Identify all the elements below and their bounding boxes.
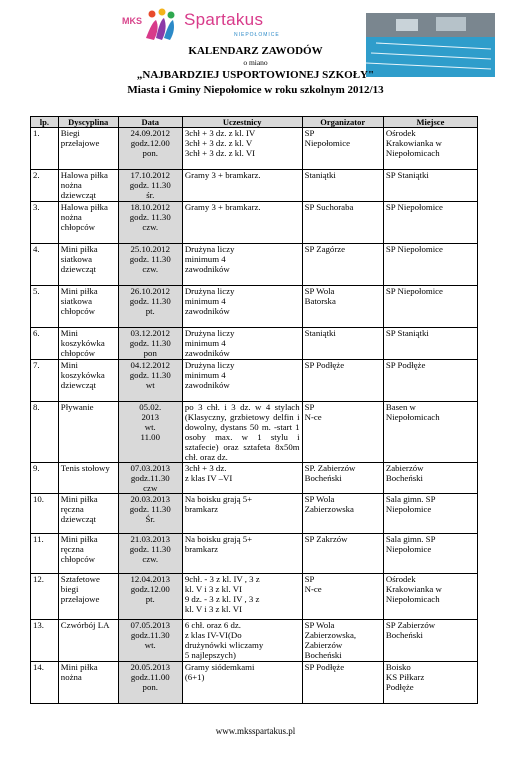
cell-data: 07.05.2013 godz.11.30 wt. <box>118 620 182 662</box>
table-row <box>31 534 478 574</box>
cell-lp: 4. <box>31 244 59 286</box>
heading-line-1: „NAJBARDZIEJ USPORTOWIONEJ SZKOŁY" <box>136 69 375 81</box>
cell-lp: 1. <box>31 128 59 170</box>
column-header: Organizator <box>302 117 383 128</box>
cell-uczestnicy: Drużyna liczy minimum 4 zawodników <box>182 328 302 360</box>
cell-miejsce: Zabierzów Bocheński <box>383 463 477 494</box>
cell-uczestnicy: 9chł. - 3 z kl. IV , 3 z kl. V i 3 z kl. VI 9 dz. - 3 z kl. IV , 3 z kl. V i 3 z kl. VI <box>182 574 302 620</box>
cell-dyscyplina: Czwórbój LA <box>58 620 118 662</box>
table-row <box>31 286 478 328</box>
table-row <box>31 328 478 360</box>
cell-data: 20.03.2013 godz. 11.30 Śr. <box>118 494 182 534</box>
cell-data: 25.10.2012 godz. 11.30 czw. <box>118 244 182 286</box>
cell-uczestnicy: po 3 chł. i 3 dz. w 4 stylach (Klasyczny, grzbietowy delfin i dowolny, dystans 50 m. -start 1 osoby max. w 1 stylu i sztafecie) oraz sztafeta 8x50m chł. oraz dz. <box>182 402 302 463</box>
table-row <box>31 574 478 620</box>
table-row <box>31 128 478 170</box>
cell-uczestnicy: Gramy siódemkami (6+1) <box>182 662 302 704</box>
cell-miejsce: SP Niepołomice <box>383 202 477 244</box>
cell-miejsce: SP Staniątki <box>383 170 477 202</box>
table-row <box>31 662 478 704</box>
cell-organizator: SP Wola Zabierzowska, Zabierzów Bocheński <box>302 620 383 662</box>
cell-lp: 14. <box>31 662 59 704</box>
cell-dyscyplina: Mini piłka ręczna chłopców <box>58 534 118 574</box>
cell-data: 07.03.2013 godz.11.30 czw <box>118 463 182 494</box>
table-row <box>31 463 478 494</box>
cell-lp: 8. <box>31 402 59 463</box>
page-title: KALENDARZ ZAWODÓW <box>188 45 323 57</box>
column-header: Data <box>118 117 182 128</box>
cell-dyscyplina: Biegi przełajowe <box>58 128 118 170</box>
cell-miejsce: SP Podłęże <box>383 360 477 402</box>
logo-subtitle: NIEPOŁOMICE <box>234 32 280 38</box>
cell-miejsce: SP Niepołomice <box>383 244 477 286</box>
cell-dyscyplina: Tenis stołowy <box>58 463 118 494</box>
column-header: Uczestnicy <box>182 117 302 128</box>
cell-lp: 9. <box>31 463 59 494</box>
footer-url: www.mksspartakus.pl <box>215 726 296 736</box>
cell-miejsce: Sala gimn. SP Niepołomice <box>383 494 477 534</box>
table-row <box>31 202 478 244</box>
page-subtitle: o miano <box>243 58 268 67</box>
cell-data: 04.12.2012 godz. 11.30 wt <box>118 360 182 402</box>
cell-dyscyplina: Mini piłka nożna <box>58 662 118 704</box>
table-row <box>31 402 478 463</box>
cell-lp: 3. <box>31 202 59 244</box>
cell-organizator: Staniątki <box>302 170 383 202</box>
cell-uczestnicy: Gramy 3 + bramkarz. <box>182 170 302 202</box>
cell-lp: 11. <box>31 534 59 574</box>
cell-organizator: SP Zakrzów <box>302 534 383 574</box>
cell-uczestnicy: 3chł + 3 dz. z kl. IV 3chł + 3 dz. z kl. V 3chł + 3 dz. z kl. VI <box>182 128 302 170</box>
table-row <box>31 620 478 662</box>
cell-miejsce: Ośrodek Krakowianka w Niepołomicach <box>383 574 477 620</box>
cell-data: 03.12.2012 godz. 11.30 pon <box>118 328 182 360</box>
cell-uczestnicy: Na boisku grają 5+ bramkarz <box>182 534 302 574</box>
column-header: Miejsce <box>383 117 477 128</box>
cell-uczestnicy: Drużyna liczy minimum 4 zawodników <box>182 244 302 286</box>
table-row <box>31 494 478 534</box>
cell-dyscyplina: Halowa piłka nożna dziewcząt <box>58 170 118 202</box>
cell-data: 26.10.2012 godz. 11.30 pt. <box>118 286 182 328</box>
cell-data: 24.09.2012 godz.12.00 pon. <box>118 128 182 170</box>
cell-lp: 6. <box>31 328 59 360</box>
cell-uczestnicy: Na boisku grają 5+ bramkarz <box>182 494 302 534</box>
cell-organizator: SP Podłęże <box>302 360 383 402</box>
cell-data: 18.10.2012 godz. 11.30 czw. <box>118 202 182 244</box>
spartakus-logo <box>122 8 312 42</box>
cell-uczestnicy: 3chł + 3 dz. z klas IV –VI <box>182 463 302 494</box>
cell-uczestnicy: Drużyna liczy minimum 4 zawodników <box>182 360 302 402</box>
cell-organizator: SP Wola Zabierzowska <box>302 494 383 534</box>
cell-miejsce: Basen w Niepołomicach <box>383 402 477 463</box>
column-header: lp. <box>31 117 59 128</box>
table-row <box>31 244 478 286</box>
table-row <box>31 360 478 402</box>
events-table <box>30 116 478 704</box>
cell-data: 05.02. 2013 wt. 11.00 <box>118 402 182 463</box>
cell-miejsce: Ośrodek Krakowianka w Niepołomicach <box>383 128 477 170</box>
table-row <box>31 170 478 202</box>
cell-organizator: SP Suchoraba <box>302 202 383 244</box>
cell-lp: 5. <box>31 286 59 328</box>
cell-dyscyplina: Halowa piłka nożna chłopców <box>58 202 118 244</box>
table-header-row <box>31 117 478 128</box>
cell-miejsce: SP Niepołomice <box>383 286 477 328</box>
cell-dyscyplina: Mini piłka siatkowa chłopców <box>58 286 118 328</box>
column-header: Dyscyplina <box>58 117 118 128</box>
cell-organizator: SP Wola Batorska <box>302 286 383 328</box>
cell-dyscyplina: Mini koszykówka dziewcząt <box>58 360 118 402</box>
heading-line-2: Miasta i Gminy Niepołomice w roku szkolnym 2012/13 <box>127 84 384 96</box>
cell-organizator: SP. Zabierzów Bocheński <box>302 463 383 494</box>
cell-organizator: Staniątki <box>302 328 383 360</box>
cell-data: 17.10.2012 godz. 11.30 śr. <box>118 170 182 202</box>
cell-lp: 12. <box>31 574 59 620</box>
logo-name: Spartakus <box>184 10 264 29</box>
cell-data: 21.03.2013 godz. 11.30 czw. <box>118 534 182 574</box>
cell-dyscyplina: Mini piłka siatkowa dziewcząt <box>58 244 118 286</box>
runners-logo-icon <box>142 8 178 42</box>
cell-organizator: SP N-ce <box>302 574 383 620</box>
cell-miejsce: SP Zabierzów Bocheński <box>383 620 477 662</box>
cell-data: 12.04.2013 godz.12.00 pt. <box>118 574 182 620</box>
cell-uczestnicy: 6 chł. oraz 6 dz. z klas IV-VI(Do drużynówki wliczamy 5 najlepszych) <box>182 620 302 662</box>
cell-miejsce: SP Staniątki <box>383 328 477 360</box>
cell-dyscyplina: Mini piłka ręczna dziewcząt <box>58 494 118 534</box>
cell-organizator: SP Zagórze <box>302 244 383 286</box>
cell-miejsce: Sala gimn. SP Niepołomice <box>383 534 477 574</box>
cell-uczestnicy: Gramy 3 + bramkarz. <box>182 202 302 244</box>
cell-uczestnicy: Drużyna liczy minimum 4 zawodników <box>182 286 302 328</box>
cell-dyscyplina: Mini koszykówka chłopców <box>58 328 118 360</box>
logo-prefix: MKS <box>122 16 142 26</box>
cell-organizator: SP Niepołomice <box>302 128 383 170</box>
cell-dyscyplina: Sztafetowe biegi przełajowe <box>58 574 118 620</box>
cell-dyscyplina: Pływanie <box>58 402 118 463</box>
cell-miejsce: Boisko KS Piłkarz Podłęże <box>383 662 477 704</box>
cell-lp: 2. <box>31 170 59 202</box>
cell-lp: 10. <box>31 494 59 534</box>
cell-organizator: SP Podłęże <box>302 662 383 704</box>
cell-data: 20.05.2013 godz.11.00 pon. <box>118 662 182 704</box>
cell-organizator: SP N-ce <box>302 402 383 463</box>
cell-lp: 13. <box>31 620 59 662</box>
cell-lp: 7. <box>31 360 59 402</box>
